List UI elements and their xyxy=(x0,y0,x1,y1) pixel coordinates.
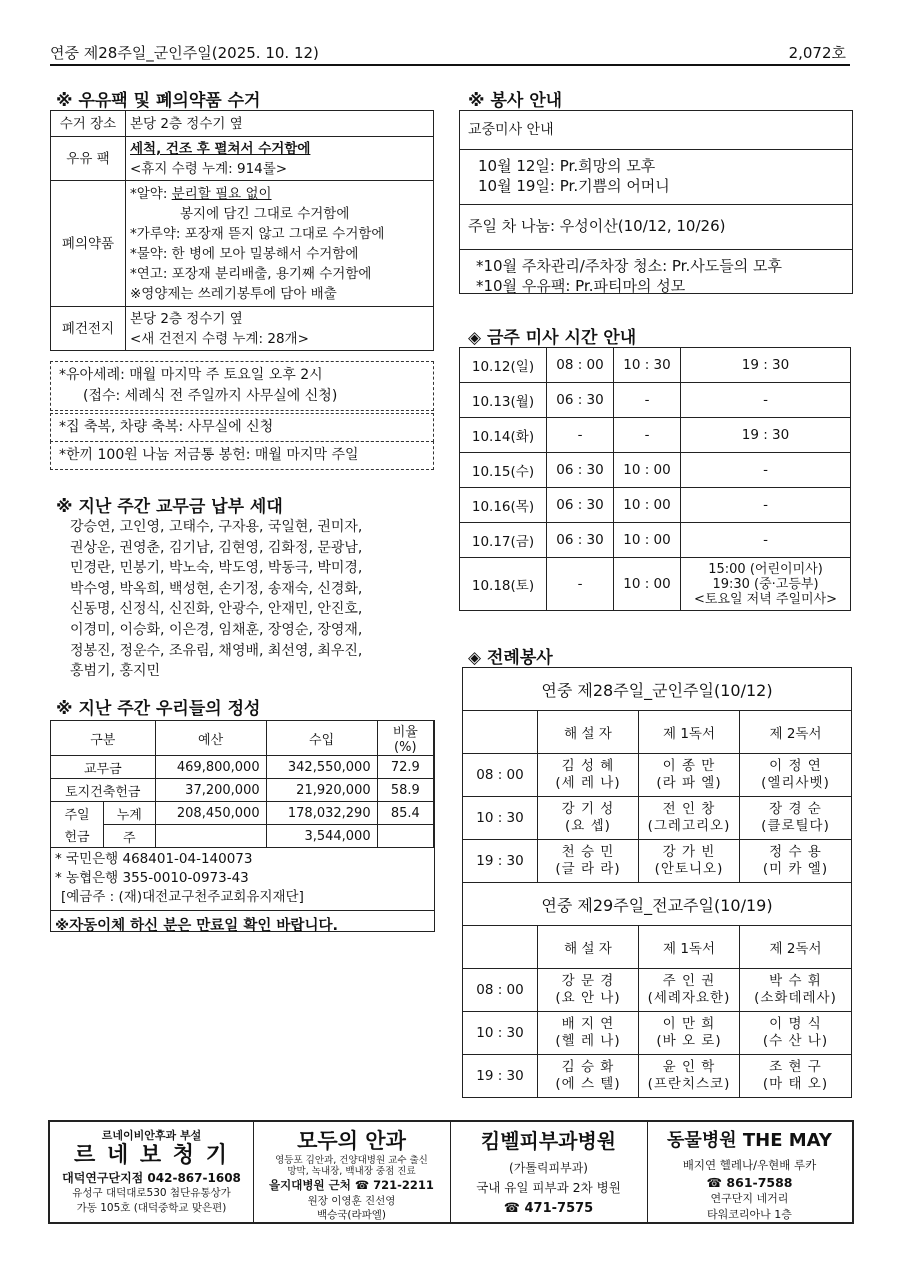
liturgy-header: 해 설 자 xyxy=(538,926,639,969)
ad2-phone: 을지대병원 근처 ☎ 721-2211 xyxy=(269,1178,434,1192)
med-liquid-line: *물약: 한 병에 모아 밀봉해서 수거함에 xyxy=(130,245,359,262)
finance-title: ※ 지난 주간 우리들의 정성 xyxy=(56,699,261,719)
second-reader: 조 현 구 (마 태 오) xyxy=(740,1055,852,1098)
mass-time: 06 : 30 xyxy=(547,488,614,523)
service-mass-item: 10월 12일: Pr.희망의 모후 xyxy=(478,157,656,175)
sat-mass-line: <토요일 저녁 주일미사> xyxy=(693,591,838,607)
liturgy-title: ◈ 전례봉사 xyxy=(468,648,553,668)
mass-time: 10 : 00 xyxy=(614,523,681,558)
finance-header: 비율(%) xyxy=(377,721,433,756)
service-box xyxy=(459,110,853,294)
second-reader: 장 경 순 (클로틸다) xyxy=(740,797,852,840)
ad2-line: 영등포 김안과, 건양대병원 교수 출신 xyxy=(275,1155,428,1166)
mass-time: - xyxy=(681,383,851,418)
sat-mass-line: 15:00 (어린이미사) xyxy=(708,561,823,577)
finance-income: 342,550,000 xyxy=(266,756,377,779)
mass-time: - xyxy=(614,418,681,453)
mass-time: 10 : 30 xyxy=(614,348,681,383)
ad2-name: 모두의 안과 xyxy=(297,1129,406,1153)
med-pill-line2: 봉지에 담긴 그대로 수거함에 xyxy=(180,205,350,222)
finance-header: 수입 xyxy=(266,721,377,756)
liturgy-time: 19 : 30 xyxy=(463,1055,538,1098)
dues-line: 강승연, 고인영, 고태수, 구자용, 국일현, 권미자, xyxy=(70,519,363,535)
finance-ratio: 58.9 xyxy=(377,779,433,802)
collection-place-value: 본당 2층 정수기 옆 xyxy=(126,111,434,137)
finance-row-sublabel: 누계 xyxy=(104,802,156,825)
ad3-name: 킴벨피부과병원 xyxy=(480,1129,617,1153)
battery-place: 본당 2층 정수기 옆 xyxy=(130,310,243,327)
ad3-line: (가톨릭피부과) xyxy=(509,1161,588,1175)
mass-time: 19 : 30 xyxy=(681,348,851,383)
ad-eye-clinic xyxy=(253,1122,451,1222)
finance-row-label: 교무금 xyxy=(51,756,156,779)
baptism-line2: (접수: 세례식 전 주일까지 사무실에 신청) xyxy=(83,388,338,404)
first-reader: 이 만 희 (바 오 로) xyxy=(639,1012,740,1055)
dues-line: 이경미, 이승화, 이은경, 임채훈, 장영순, 장영재, xyxy=(70,621,363,638)
autopay-notice: ※자동이체 하신 분은 만료일 확인 바랍니다. xyxy=(51,910,434,938)
bank-account-1: * 국민은행 468401-04-140073 xyxy=(55,851,253,867)
service-mass-list xyxy=(460,150,852,205)
mass-time: - xyxy=(614,383,681,418)
finance-header: 예산 xyxy=(155,721,266,756)
first-reader: 주 인 권 (세례자요한) xyxy=(639,969,740,1012)
commentator: 배 지 연 (헬 레 나) xyxy=(538,1012,639,1055)
mass-time: - xyxy=(547,558,614,611)
finance-row-label: 토지건축헌금 xyxy=(51,779,156,802)
milk-instruction: 세척, 건조 후 펼쳐서 수거함에 xyxy=(130,140,311,157)
dues-line: 민경란, 민봉기, 박노숙, 박도영, 박동극, 박미경, xyxy=(70,560,363,577)
mass-time: - xyxy=(681,453,851,488)
commentator: 김 성 혜 (세 레 나) xyxy=(538,754,639,797)
finance-table xyxy=(50,720,434,848)
ad1-address: 유성구 대덕대로530 첨단유통상가 xyxy=(72,1187,231,1199)
mass-times-title: ◈ 금주 미사 시간 안내 xyxy=(468,328,637,348)
mass-time: - xyxy=(681,488,851,523)
mass-time: 10 : 00 xyxy=(614,453,681,488)
finance-row-sublabel: 주 xyxy=(104,825,156,848)
milk-count: <휴지 수령 누계: 914롤> xyxy=(130,160,288,177)
mass-day: 10.13(월) xyxy=(460,383,547,418)
liturgy-time: 10 : 30 xyxy=(463,1012,538,1055)
first-reader: 이 종 만 (라 파 엘) xyxy=(639,754,740,797)
service-parking: *10월 주차관리/주차장 청소: Pr.사도들의 모후 xyxy=(476,257,782,275)
service-title: ※ 봉사 안내 xyxy=(468,91,563,111)
dues-line: 박수영, 박옥희, 백성현, 손기정, 송재숙, 신경화, xyxy=(70,580,363,597)
liturgy-time: 10 : 30 xyxy=(463,797,538,840)
finance-ratio: 72.9 xyxy=(377,756,433,779)
collection-table xyxy=(50,110,434,351)
service-monthly xyxy=(460,250,852,296)
liturgy-table xyxy=(462,667,852,1098)
ad-animal-hospital xyxy=(647,1122,852,1222)
finance-row-label: 헌금 xyxy=(51,825,104,848)
ad1-address2: 가동 105호 (대덕중학교 맞은편) xyxy=(76,1202,227,1214)
bank-info xyxy=(51,848,434,907)
blessing-notice: *집 축복, 차량 축복: 사무실에 신청 xyxy=(50,413,434,442)
mass-day: 10.16(목) xyxy=(460,488,547,523)
bulletin-title: 연중 제28주일_군인주일(2025. 10. 12) xyxy=(50,44,319,62)
second-reader: 이 명 식 (수 산 나) xyxy=(740,1012,852,1055)
finance-ratio-empty xyxy=(377,825,433,848)
finance-budget: 469,800,000 xyxy=(155,756,266,779)
mass-time: - xyxy=(547,418,614,453)
ad4-name: 동물병원 THE MAY xyxy=(667,1130,832,1151)
dues-line: 정봉진, 정운수, 조유림, 채영배, 최선영, 최우진, xyxy=(70,642,363,659)
collection-title: ※ 우유팩 및 폐의약품 수거 xyxy=(56,91,261,111)
second-reader: 박 수 휘 (소화데레사) xyxy=(740,969,852,1012)
first-reader: 윤 인 학 (프란치스코) xyxy=(639,1055,740,1098)
milk-label: 우유 팩 xyxy=(51,137,126,181)
ad1-tagline: 르네이비안후과 부설 xyxy=(101,1129,202,1142)
bank-account-2: * 농협은행 355-0010-0973-43 xyxy=(55,870,249,886)
saturday-mass-detail xyxy=(681,558,851,611)
mass-time: 06 : 30 xyxy=(547,523,614,558)
dues-title: ※ 지난 주간 교무금 납부 세대 xyxy=(56,497,283,517)
first-reader: 강 가 빈 (안토니오) xyxy=(639,840,740,883)
liturgy-header: 제 1독서 xyxy=(639,711,740,754)
sat-mass-line: 19:30 (중·고등부) xyxy=(712,576,819,592)
commentator: 강 문 경 (요 안 나) xyxy=(538,969,639,1012)
mass-day: 10.12(일) xyxy=(460,348,547,383)
first-reader: 전 인 창 (그레고리오) xyxy=(639,797,740,840)
service-tea: 주일 차 나눔: 우성이산(10/12, 10/26) xyxy=(460,205,852,250)
dues-line: 홍범기, 홍지민 xyxy=(70,663,161,680)
issue-number: 2,072호 xyxy=(788,44,846,62)
ad2-line: 망막, 녹내장, 백내장 중점 진료 xyxy=(287,1166,416,1177)
ad2-line: 원장 이영훈 진선영 xyxy=(307,1195,396,1207)
liturgy-header: 제 2독서 xyxy=(740,711,852,754)
mass-day: 10.18(토) xyxy=(460,558,547,611)
liturgy-time: 08 : 00 xyxy=(463,969,538,1012)
service-mass-item: 10월 19일: Pr.기쁨의 어머니 xyxy=(478,177,670,195)
ad4-phone: ☎ 861-7588 xyxy=(706,1175,793,1190)
med-powder-line: *가루약: 포장재 뜯지 않고 그대로 수거함에 xyxy=(130,225,385,242)
commentator: 강 기 성 (요 셉) xyxy=(538,797,639,840)
ad1-name: 르 네 보 청 기 xyxy=(74,1143,229,1168)
med-supplement-line: ※영양제는 쓰레기봉투에 담아 배출 xyxy=(130,285,337,302)
finance-row-label: 주일 xyxy=(51,802,104,825)
mass-day: 10.17(금) xyxy=(460,523,547,558)
dues-name-list xyxy=(70,517,362,682)
finance-header: 구분 xyxy=(51,721,156,756)
ad4-line: 연구단지 네거리 xyxy=(710,1192,789,1205)
finance-budget: 208,450,000 xyxy=(155,802,266,825)
finance-income: 21,920,000 xyxy=(266,779,377,802)
ad4-line: 배지연 헬레나/우현배 루카 xyxy=(682,1158,817,1172)
battery-label: 폐건전지 xyxy=(51,307,126,351)
mass-time: 06 : 30 xyxy=(547,383,614,418)
finance-box xyxy=(50,720,435,932)
mass-times-table xyxy=(459,347,851,611)
mass-time: 19 : 30 xyxy=(681,418,851,453)
dues-line: 권상운, 권영춘, 김기남, 김현영, 김화정, 문광남, xyxy=(70,539,363,556)
med-pill-line: *알약: 분리할 필요 없이 xyxy=(130,185,272,202)
ad1-phone: 대덕연구단지점 042-867-1608 xyxy=(62,1171,241,1185)
mass-time: 10 : 00 xyxy=(614,558,681,611)
ad-hearing-aid xyxy=(50,1122,254,1222)
liturgy-time: 19 : 30 xyxy=(463,840,538,883)
liturgy-header: 해 설 자 xyxy=(538,711,639,754)
dues-line: 신동명, 신정식, 신진화, 안광수, 안재민, 안진호, xyxy=(70,601,363,618)
service-milk: *10월 우유팩: Pr.파티마의 성모 xyxy=(476,277,686,295)
header-divider xyxy=(50,64,850,66)
medicine-label: 폐의약품 xyxy=(51,181,126,307)
mass-time: 08 : 00 xyxy=(547,348,614,383)
second-reader: 정 수 용 (미 카 엘) xyxy=(740,840,852,883)
liturgy-corner xyxy=(463,926,538,969)
liturgy-week1-title: 연중 제28주일_군인주일(10/12) xyxy=(463,668,852,711)
battery-count: <새 건전지 수령 누계: 28개> xyxy=(130,330,309,347)
liturgy-header: 제 2독서 xyxy=(740,926,852,969)
liturgy-header: 제 1독서 xyxy=(639,926,740,969)
baptism-notice xyxy=(50,361,434,411)
commentator: 천 승 민 (글 라 라) xyxy=(538,840,639,883)
ad-strip xyxy=(48,1120,854,1224)
finance-income: 178,032,290 xyxy=(266,802,377,825)
account-holder: [예금주 : (재)대전교구천주교회유지재단] xyxy=(61,889,304,905)
ad-dermatology xyxy=(450,1122,648,1222)
donation-notice: *한끼 100원 나눔 저금통 봉헌: 매월 마지막 주일 xyxy=(50,441,434,470)
mass-day: 10.14(화) xyxy=(460,418,547,453)
baptism-line1: *유아세례: 매월 마지막 주 토요일 오후 2시 xyxy=(59,367,323,383)
finance-ratio: 85.4 xyxy=(377,802,433,825)
finance-income: 3,544,000 xyxy=(266,825,377,848)
mass-day: 10.15(수) xyxy=(460,453,547,488)
ad3-line: 국내 유일 피부과 2차 병원 xyxy=(476,1180,621,1195)
collection-place-label: 수거 장소 xyxy=(51,111,126,137)
med-ointment-line: *연고: 포장재 분리배출, 용기째 수거함에 xyxy=(130,265,372,282)
commentator: 김 승 화 (에 스 텔) xyxy=(538,1055,639,1098)
second-reader: 이 정 연 (엘리사벳) xyxy=(740,754,852,797)
liturgy-corner xyxy=(463,711,538,754)
liturgy-week2-title: 연중 제29주일_전교주일(10/19) xyxy=(463,883,852,926)
mass-time: - xyxy=(681,523,851,558)
finance-budget-empty xyxy=(155,825,266,848)
mass-time: 06 : 30 xyxy=(547,453,614,488)
ad3-phone: ☎ 471-7575 xyxy=(503,1201,594,1216)
ad4-line: 타워코리아나 1층 xyxy=(707,1208,792,1221)
ad2-line: 백승국(라파엘) xyxy=(316,1209,387,1221)
finance-budget: 37,200,000 xyxy=(155,779,266,802)
service-mass-label: 교중미사 안내 xyxy=(460,111,852,150)
mass-time: 10 : 00 xyxy=(614,488,681,523)
liturgy-time: 08 : 00 xyxy=(463,754,538,797)
